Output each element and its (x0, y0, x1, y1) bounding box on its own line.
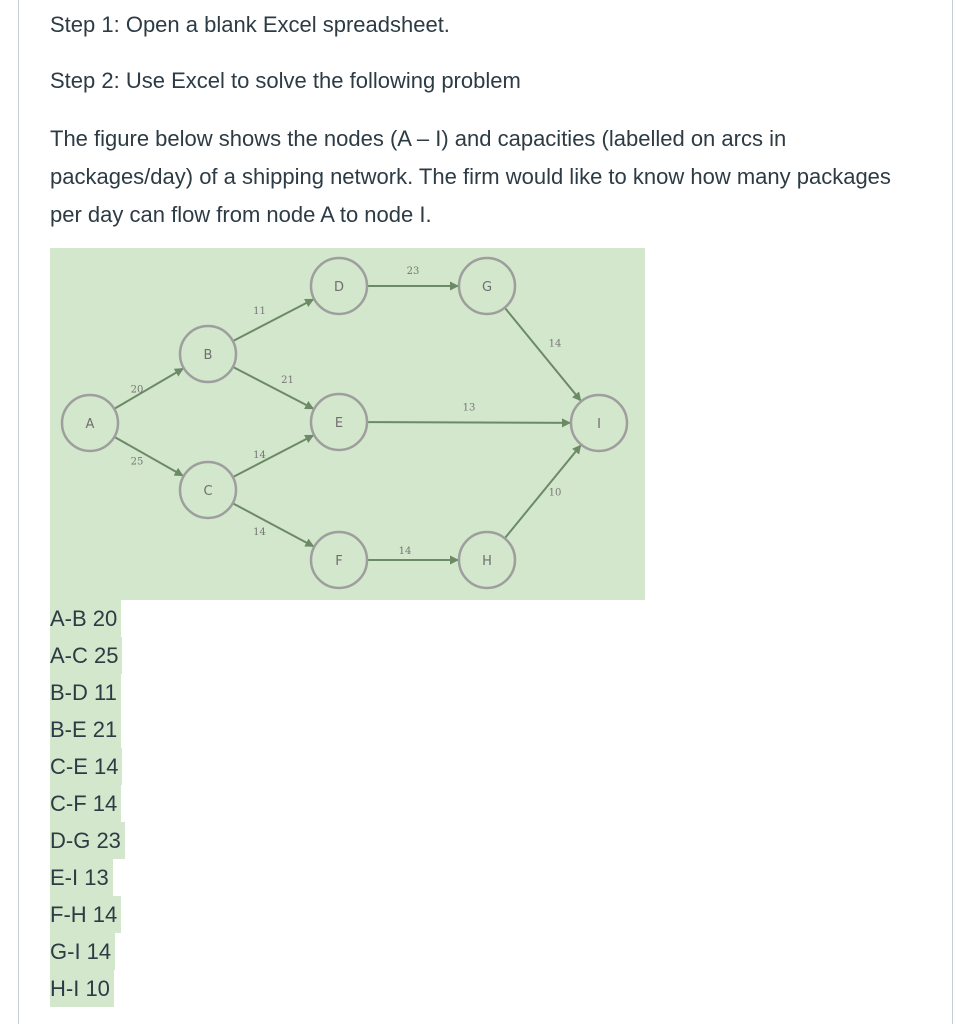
arc-b-e (233, 367, 313, 409)
capacity-label: 20 (130, 384, 144, 396)
arc-f-h (367, 546, 458, 560)
node-c (180, 462, 236, 518)
node-label: A (85, 417, 95, 432)
network-figure (50, 248, 645, 600)
capacity-list-item (50, 859, 125, 896)
capacity-list-text: A-C 25 (50, 637, 122, 674)
capacity-list-item (50, 785, 125, 822)
capacity-list-item (50, 711, 125, 748)
capacity-label: 11 (253, 306, 266, 317)
capacity-list-text: C-F 14 (50, 785, 121, 822)
node-b (180, 326, 236, 382)
capacity-list-item (50, 600, 125, 637)
capacity-list-text: G-I 14 (50, 933, 115, 970)
node-d (311, 258, 367, 314)
arc-a-c (114, 437, 182, 476)
capacity-label: 13 (462, 402, 476, 414)
node-label: E (334, 416, 344, 431)
capacity-list (50, 600, 125, 1007)
capacity-list-item (50, 970, 125, 1007)
capacity-list-text: D-G 23 (50, 822, 125, 859)
step-2-text: Step 2: Use Excel to solve the following problem (50, 68, 521, 93)
node-label: I (597, 417, 601, 432)
capacity-label: 10 (548, 487, 562, 499)
step-1-text: Step 1: Open a blank Excel spreadsheet. (50, 12, 450, 37)
arc-d-g (367, 266, 458, 286)
node-label: C (203, 484, 213, 499)
capacity-list-text: E-I 13 (50, 859, 113, 896)
network-diagram (50, 248, 645, 600)
node-i (571, 395, 627, 451)
arc-line (233, 367, 313, 409)
capacity-list-item (50, 748, 125, 785)
capacity-list-text: C-E 14 (50, 748, 122, 785)
capacity-label: 23 (406, 266, 420, 277)
node-label: B (203, 348, 213, 363)
arc-line (114, 437, 182, 476)
capacity-list-text: H-I 10 (50, 970, 114, 1007)
arc-h-i (505, 445, 581, 538)
capacity-list-text: F-H 14 (50, 896, 121, 933)
capacity-label: 14 (253, 527, 266, 538)
node-h (459, 532, 515, 588)
arc-line (233, 435, 313, 477)
capacity-list-item (50, 637, 125, 674)
arc-c-e (233, 435, 313, 477)
node-label: H (482, 554, 492, 569)
capacity-list-item (50, 822, 125, 859)
capacity-list-text: A-B 20 (50, 600, 121, 637)
node-label: F (335, 554, 343, 569)
arc-line (505, 308, 581, 401)
problem-statement: The figure below shows the nodes (A – I) and capacities (labelled on arcs in packages/day) of a shipping network. The firm would like to know how many packages per day can flow from node A to node I. (50, 126, 891, 227)
node-label: D (333, 280, 345, 295)
capacity-label: 14 (253, 450, 266, 461)
arc-line (367, 422, 570, 423)
arc-e-i (367, 403, 570, 423)
node-a (62, 395, 118, 451)
capacity-label: 14 (398, 546, 412, 557)
capacity-list-item (50, 933, 125, 970)
capacity-label: 25 (130, 456, 144, 468)
arc-line (233, 299, 313, 341)
arc-g-i (505, 308, 581, 401)
capacity-label: 14 (548, 338, 562, 350)
arc-a-b (114, 369, 183, 409)
capacity-list-text: B-E 21 (50, 711, 121, 748)
arc-line (233, 503, 314, 546)
arc-line (114, 369, 183, 409)
capacity-list-item (50, 674, 125, 711)
capacity-list-item (50, 896, 125, 933)
node-label: G (481, 280, 493, 295)
arc-c-f (233, 503, 314, 546)
arc-b-d (233, 299, 313, 341)
node-e (311, 394, 367, 450)
capacity-list-text: B-D 11 (50, 674, 121, 711)
capacity-label: 21 (281, 375, 294, 386)
arc-line (505, 445, 581, 538)
node-g (459, 258, 515, 314)
node-f (311, 532, 367, 588)
